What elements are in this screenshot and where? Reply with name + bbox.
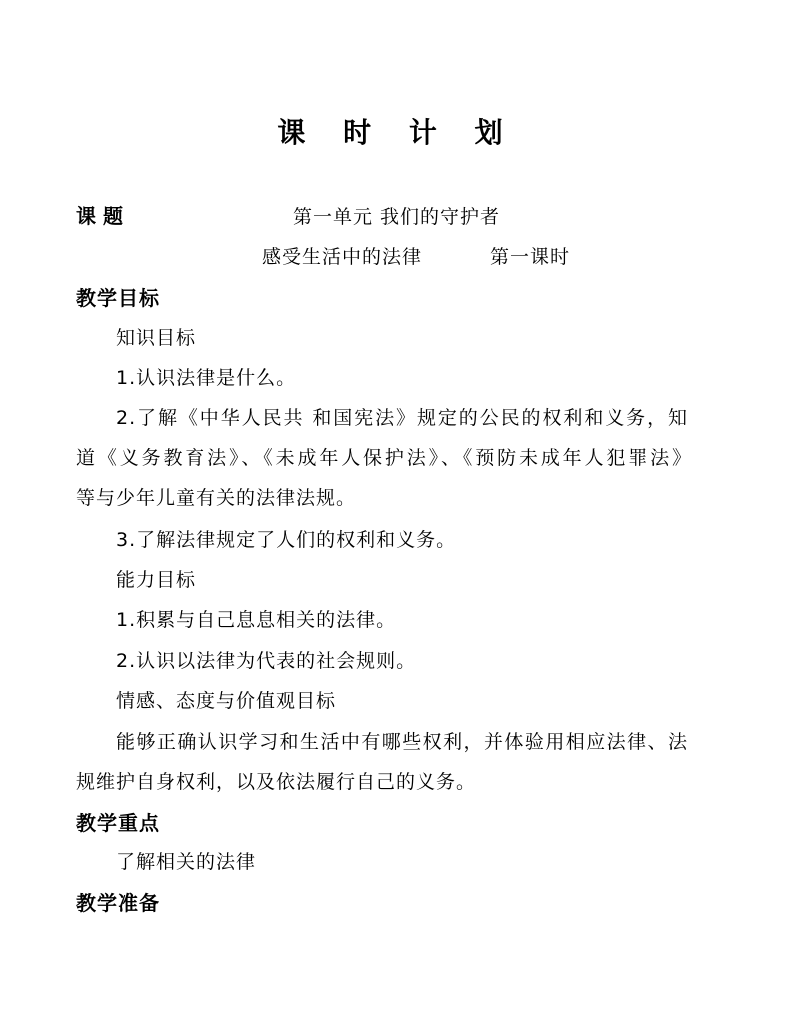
knowledge-item-1: 1.认识法律是什么。	[116, 367, 297, 389]
key-point-heading: 教学重点	[76, 811, 160, 835]
ability-item-2: 2.认识以法律为代表的社会规则。	[116, 650, 417, 672]
knowledge-item-2-line-1: 2.了解《中华人民共 和国宪法》规定的公民的权利和义务，知	[116, 407, 688, 429]
emotion-title: 情感、态度与价值观目标	[116, 690, 337, 712]
knowledge-item-2-line-3: 等与少年儿童有关的法律法规。	[76, 487, 357, 509]
emotion-line-1: 能够正确认识学习和生活中有哪些权利，并体验用相应法律、法	[116, 731, 688, 753]
ability-title: 能力目标	[116, 569, 197, 591]
emotion-line-2: 规维护自身权利，以及依法履行自己的义务。	[76, 771, 477, 793]
knowledge-item-2-line-2: 道《义务教育法》、《未成年人保护法》、《预防未成年人犯罪法》	[76, 447, 692, 469]
topic-unit: 第一单元 我们的守护者	[293, 206, 501, 228]
key-point-content: 了解相关的法律	[116, 851, 257, 873]
knowledge-item-3: 3.了解法律规定了人们的权利和义务。	[116, 529, 457, 551]
topic-lesson: 感受生活中的法律	[262, 246, 423, 268]
page-title: 课 时 计 划	[277, 116, 517, 149]
topic-label: 课 题	[76, 204, 123, 228]
preparation-heading: 教学准备	[76, 891, 160, 915]
knowledge-title: 知识目标	[116, 327, 197, 349]
ability-item-1: 1.积累与自己息息相关的法律。	[116, 609, 397, 631]
objectives-heading: 教学目标	[76, 286, 160, 310]
topic-period: 第一课时	[490, 246, 571, 268]
